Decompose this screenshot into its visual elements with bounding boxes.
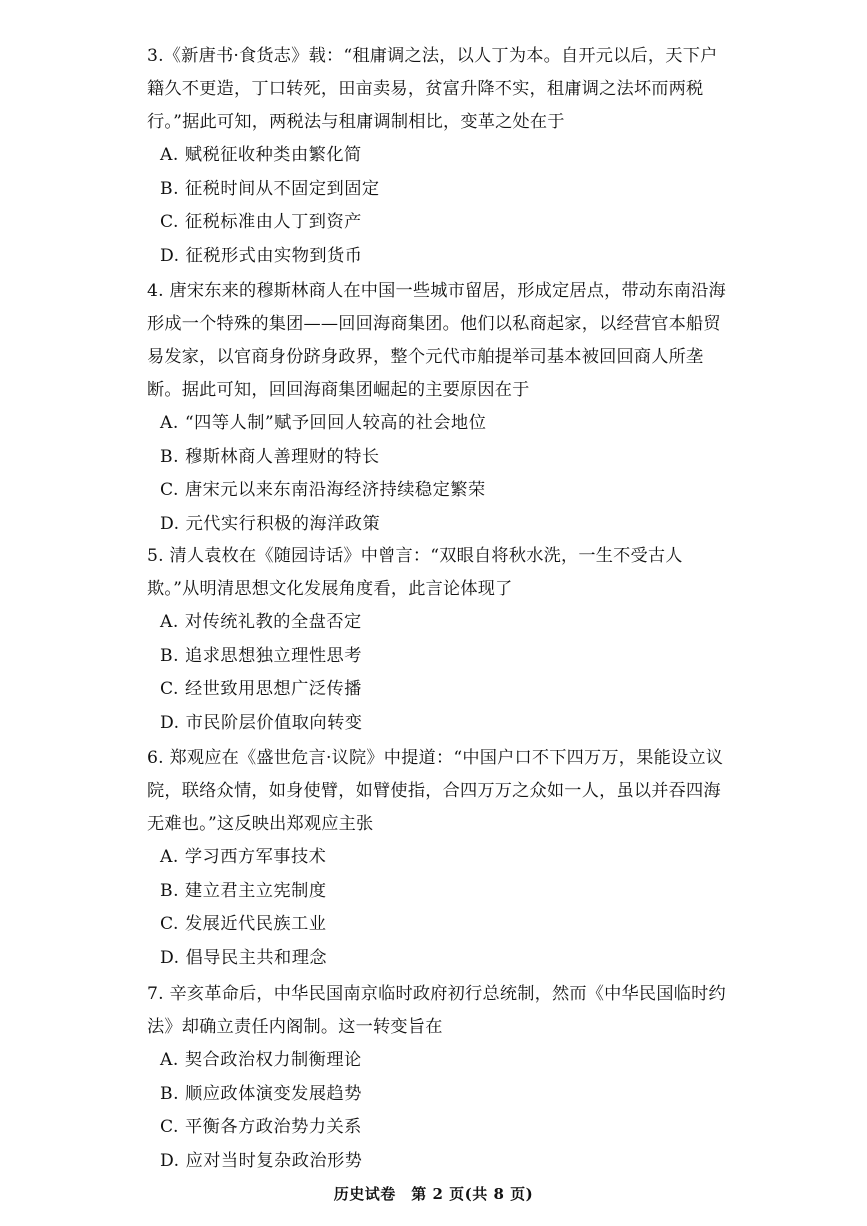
- option-d: D. 倡导民主共和理念: [160, 947, 328, 968]
- question-6: [0, 742, 867, 975]
- question-7: [0, 978, 867, 1178]
- option-d: D. 元代实行积极的海洋政策: [160, 513, 381, 534]
- option-d: D. 征税形式由实物到货币: [160, 245, 363, 266]
- question-stem: 4. 唐宋东来的穆斯林商人在中国一些城市留居，形成定居点，带动东南沿海形成一个特殊的集团——回回海商集团。他们以私商起家，以经营官本船贸易发家，以官商身份跻身政界，整个元代市舶提举司基本被回回商人所垄断。据此可知，回回海商集团崛起的主要原因在于: [147, 281, 726, 400]
- option-b: B. 穆斯林商人善理财的特长: [160, 446, 380, 467]
- question-4: [0, 275, 867, 541]
- option-c: C. 经世致用思想广泛传播: [160, 679, 362, 699]
- page-footer: 历史试卷 第 2 页(共 8 页): [333, 1185, 534, 1203]
- option-a: A. 对传统礼教的全盘否定: [160, 612, 362, 632]
- question-stem: 7. 辛亥革命后，中华民国南京临时政府初行总统制，然而《中华民国临时约法》却确立责任内阁制。这一转变旨在: [147, 984, 726, 1037]
- question-stem: 3.《新唐书·食货志》载：“租庸调之法，以人丁为本。自开元以后，天下户籍久不更造，丁口转死，田亩卖易，贫富升降不实，租庸调之法坏而两税行。”据此可知，两税法与租庸调制相比，变革之处在于: [147, 46, 718, 132]
- question-5: [0, 540, 867, 740]
- question-stem: 5. 清人袁枚在《随园诗话》中曾言：“双眼自将秋水洗，一生不受古人欺。”从明清思想文化发展角度看，此言论体现了: [147, 546, 683, 599]
- option-c: C. 发展近代民族工业: [160, 914, 327, 934]
- question-stem: 6. 郑观应在《盛世危言·议院》中提道：“中国户口不下四万万，果能设立议院，联络众情，如身使臂，如臂使指，合四万万之众如一人，虽以并吞四海无难也。”这反映出郑观应主张: [147, 748, 724, 834]
- option-b: B. 顺应政体演变发展趋势: [160, 1083, 362, 1104]
- question-3: [0, 40, 867, 273]
- option-d: D. 应对当时复杂政治形势: [160, 1150, 363, 1171]
- option-a: A. 学习西方军事技术: [160, 847, 327, 867]
- option-b: B. 征税时间从不固定到固定: [160, 178, 380, 199]
- option-c: C. 唐宋元以来东南沿海经济持续稳定繁荣: [160, 480, 486, 500]
- option-d: D. 市民阶层价值取向转变: [160, 712, 363, 733]
- option-a: A. “四等人制”赋予回回人较高的社会地位: [160, 413, 487, 433]
- option-b: B. 建立君主立宪制度: [160, 880, 327, 901]
- option-a: A. 赋税征收种类由繁化简: [160, 145, 362, 165]
- option-b: B. 追求思想独立理性思考: [160, 645, 362, 666]
- option-c: C. 征税标准由人丁到资产: [160, 212, 362, 232]
- option-a: A. 契合政治权力制衡理论: [160, 1050, 362, 1070]
- option-c: C. 平衡各方政治势力关系: [160, 1117, 362, 1137]
